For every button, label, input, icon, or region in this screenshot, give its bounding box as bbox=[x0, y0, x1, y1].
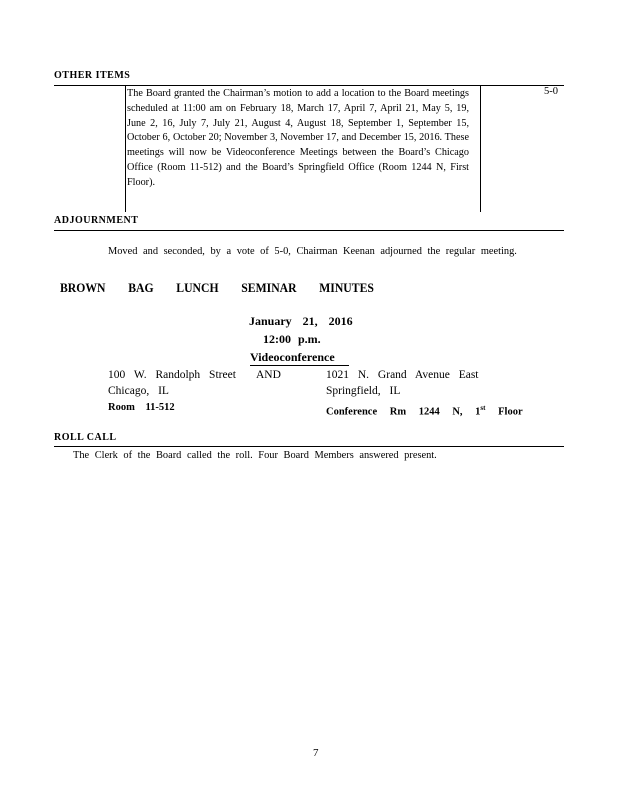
roll-call-rule bbox=[54, 446, 564, 447]
other-items-heading: OTHER ITEMS bbox=[54, 70, 131, 81]
right-city: Springfield, IL bbox=[326, 385, 401, 397]
roll-call-heading: ROLL CALL bbox=[54, 432, 117, 443]
left-room: Room 11-512 bbox=[108, 402, 175, 413]
adjournment-text: Moved and seconded, by a vote of 5-0, Chairman Keenan adjourned the regular meeting. bbox=[108, 246, 517, 257]
seminar-type: Videoconference bbox=[250, 350, 349, 366]
adjournment-rule bbox=[54, 230, 564, 231]
right-room-sup: st bbox=[480, 404, 486, 412]
seminar-title: BROWN BAG LUNCH SEMINAR MINUTES bbox=[60, 280, 374, 295]
roll-call-text: The Clerk of the Board called the roll. Four Board Members answered present. bbox=[73, 450, 437, 461]
right-room-end: Floor bbox=[485, 406, 523, 418]
address-joiner: AND bbox=[256, 369, 281, 381]
seminar-time: 12:00 p.m. bbox=[263, 332, 321, 346]
table-left-border bbox=[125, 86, 126, 212]
seminar-date: January 21, 2016 bbox=[249, 314, 353, 328]
adjournment-heading: ADJOURNMENT bbox=[54, 215, 139, 226]
left-street: 100 W. Randolph Street bbox=[108, 369, 236, 381]
other-items-rule bbox=[54, 85, 564, 86]
page-number: 7 bbox=[313, 747, 319, 759]
table-right-border bbox=[480, 86, 481, 212]
right-street: 1021 N. Grand Avenue East bbox=[326, 369, 479, 381]
other-items-vote: 5-0 bbox=[544, 86, 558, 97]
other-items-text: The Board granted the Chairman’s motion to add a location to the Board meetings scheduled at 11:00 am on February 18, March 17, April 7, April 21, May 5, 19, June 2, 16, July 7, July 21, August 4, August 18, September 1, September 15, October 6, October 20; November 3, November 17, and December 15, 2016. These meetings will now be Videoconference Meetings between the Board’s Chicago Office (Room 11-512) and the Board’s Springfield Office (Room 1244 N, First Floor). bbox=[127, 88, 469, 188]
left-city: Chicago, IL bbox=[108, 385, 169, 397]
right-room bbox=[326, 400, 523, 421]
right-room-main: Conference Rm 1244 N, 1 bbox=[326, 406, 481, 418]
